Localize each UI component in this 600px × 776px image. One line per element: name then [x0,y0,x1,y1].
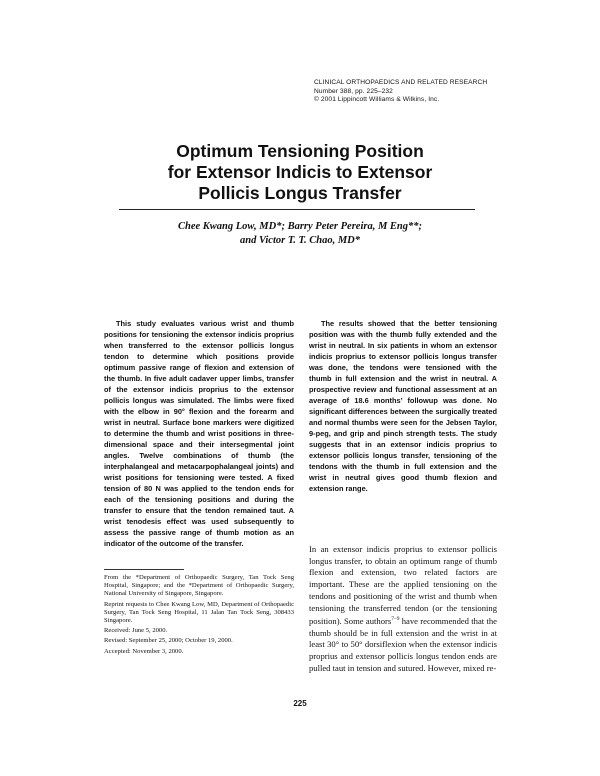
journal-issue: Number 388, pp. 225–232 [314,87,393,95]
journal-header [314,79,554,105]
authors-line-2: and Victor T. T. Chao, MD* [239,235,360,246]
title-line-3: Pollicis Longus Transfer [198,183,402,203]
title-line-1: Optimum Tensioning Position [176,141,424,161]
footnote-revised: Revised: September 25, 2000; October 19, 2000. [104,637,233,645]
footnotes [104,574,294,658]
journal-copyright: © 2001 Lippincott Williams & Wilkins, Inc. [314,96,440,104]
authors-line-1: Chee Kwang Low, MD*; Barry Peter Pereira, M Eng**; [177,221,423,232]
page-number: 225 [293,699,307,708]
footnote-accepted: Accepted: November 3, 2000. [104,647,184,655]
journal-name: CLINICAL ORTHOPAEDICS AND RELATED RESEARCH [314,79,488,86]
footnote-reprints: Reprint requests to Chee Kwang Low, MD, Department of Orthopaedic Surgery, Tan Tock Seng Hospital, 11 Jalan Tan Tock Seng, 308433 Singapore. [104,600,294,625]
citation-superscript: 7–9 [391,616,400,623]
abstract-paragraph-2: The results showed that the better tensioning position was with the thumb fully extended and the wrist in neutral. In six patients in whom an extensor indicis proprius to extensor pollicis longus transfer was done, the tendons were tensioned with the thumb in full extension and the wrist in neutral. A prospective review and functional assessment at an average of 18.6 months’ followup was done. No significant differences between the surgically treated and normal thumbs were seen for the Jebsen Taylor, 9-peg, and grip and pinch strength tests. The study suggests that in an extensor indicis proprius to extensor pollicis longus transfer, tensioning of the tendons with the thumb in full extension and the wrist in neutral gives good thumb flexion and extension range. [309,319,497,493]
body-text-start: In an extensor indicis proprius to extensor pollicis longus transfer, to obtain an optimum range of thumb flexion and extension, two related factors are important. These are the applied tensioning on the tendons and positioning of the wrist and thumb when tensioning the transferred tendon (or the tensioning position). Some authors [309,544,497,627]
footnote-affiliation: From the *Department of Orthopaedic Surgery, Tan Tock Seng Hospital, Singapore; and the *Department of Orthopaedic Surgery, National University of Singapore, Singapore. [104,574,294,598]
body-paragraph [309,544,497,675]
footnote-divider [104,569,184,570]
title-line-2: for Extensor Indicis to Extensor [167,162,433,182]
abstract-left-column [104,318,294,549]
title-divider [119,209,475,210]
article-title [100,141,500,204]
author-list [100,220,500,248]
abstract-paragraph-1: This study evaluates various wrist and thumb positions for tensioning the extensor indicis proprius when transferred to the extensor pollicis longus tendon to determine which positions provide optimum passive range of flexion and extension of the thumb. In five adult cadaver upper limbs, transfer of the extensor indicis proprius to the extensor pollicis longus was simulated. The limbs were fixed with the elbow in 90° flexion and the forearm and wrist in neutral. Surface bone markers were digitized to determine the thumb and wrist positions in three-dimensional space and their intersegmental joint angles. Twelve combinations of thumb (the interphalangeal and metacarpophalangeal joints) and wrist positions for tensioning were tested. A fixed tension of 80 N was applied to the tendon ends for each of the tensioning positions and during the transfer to ensure that the tendon remained taut. A wrist tenodesis effect was used subsequently to assess the passive range of thumb motion as an indicator of the outcome of the transfer. [104,319,294,548]
body-introduction [309,544,497,675]
body-text-end: have recommended that the thumb should be in full extension and the wrist in at least 30° to 50° dorsiflexion when the extensor indicis proprius and extensor pollicis longus tendon ends are pulled taut in tension and sutured. However, mixed re- [309,616,497,673]
footnote-received: Received: June 5, 2000. [104,627,168,635]
abstract-right-column [309,318,497,494]
